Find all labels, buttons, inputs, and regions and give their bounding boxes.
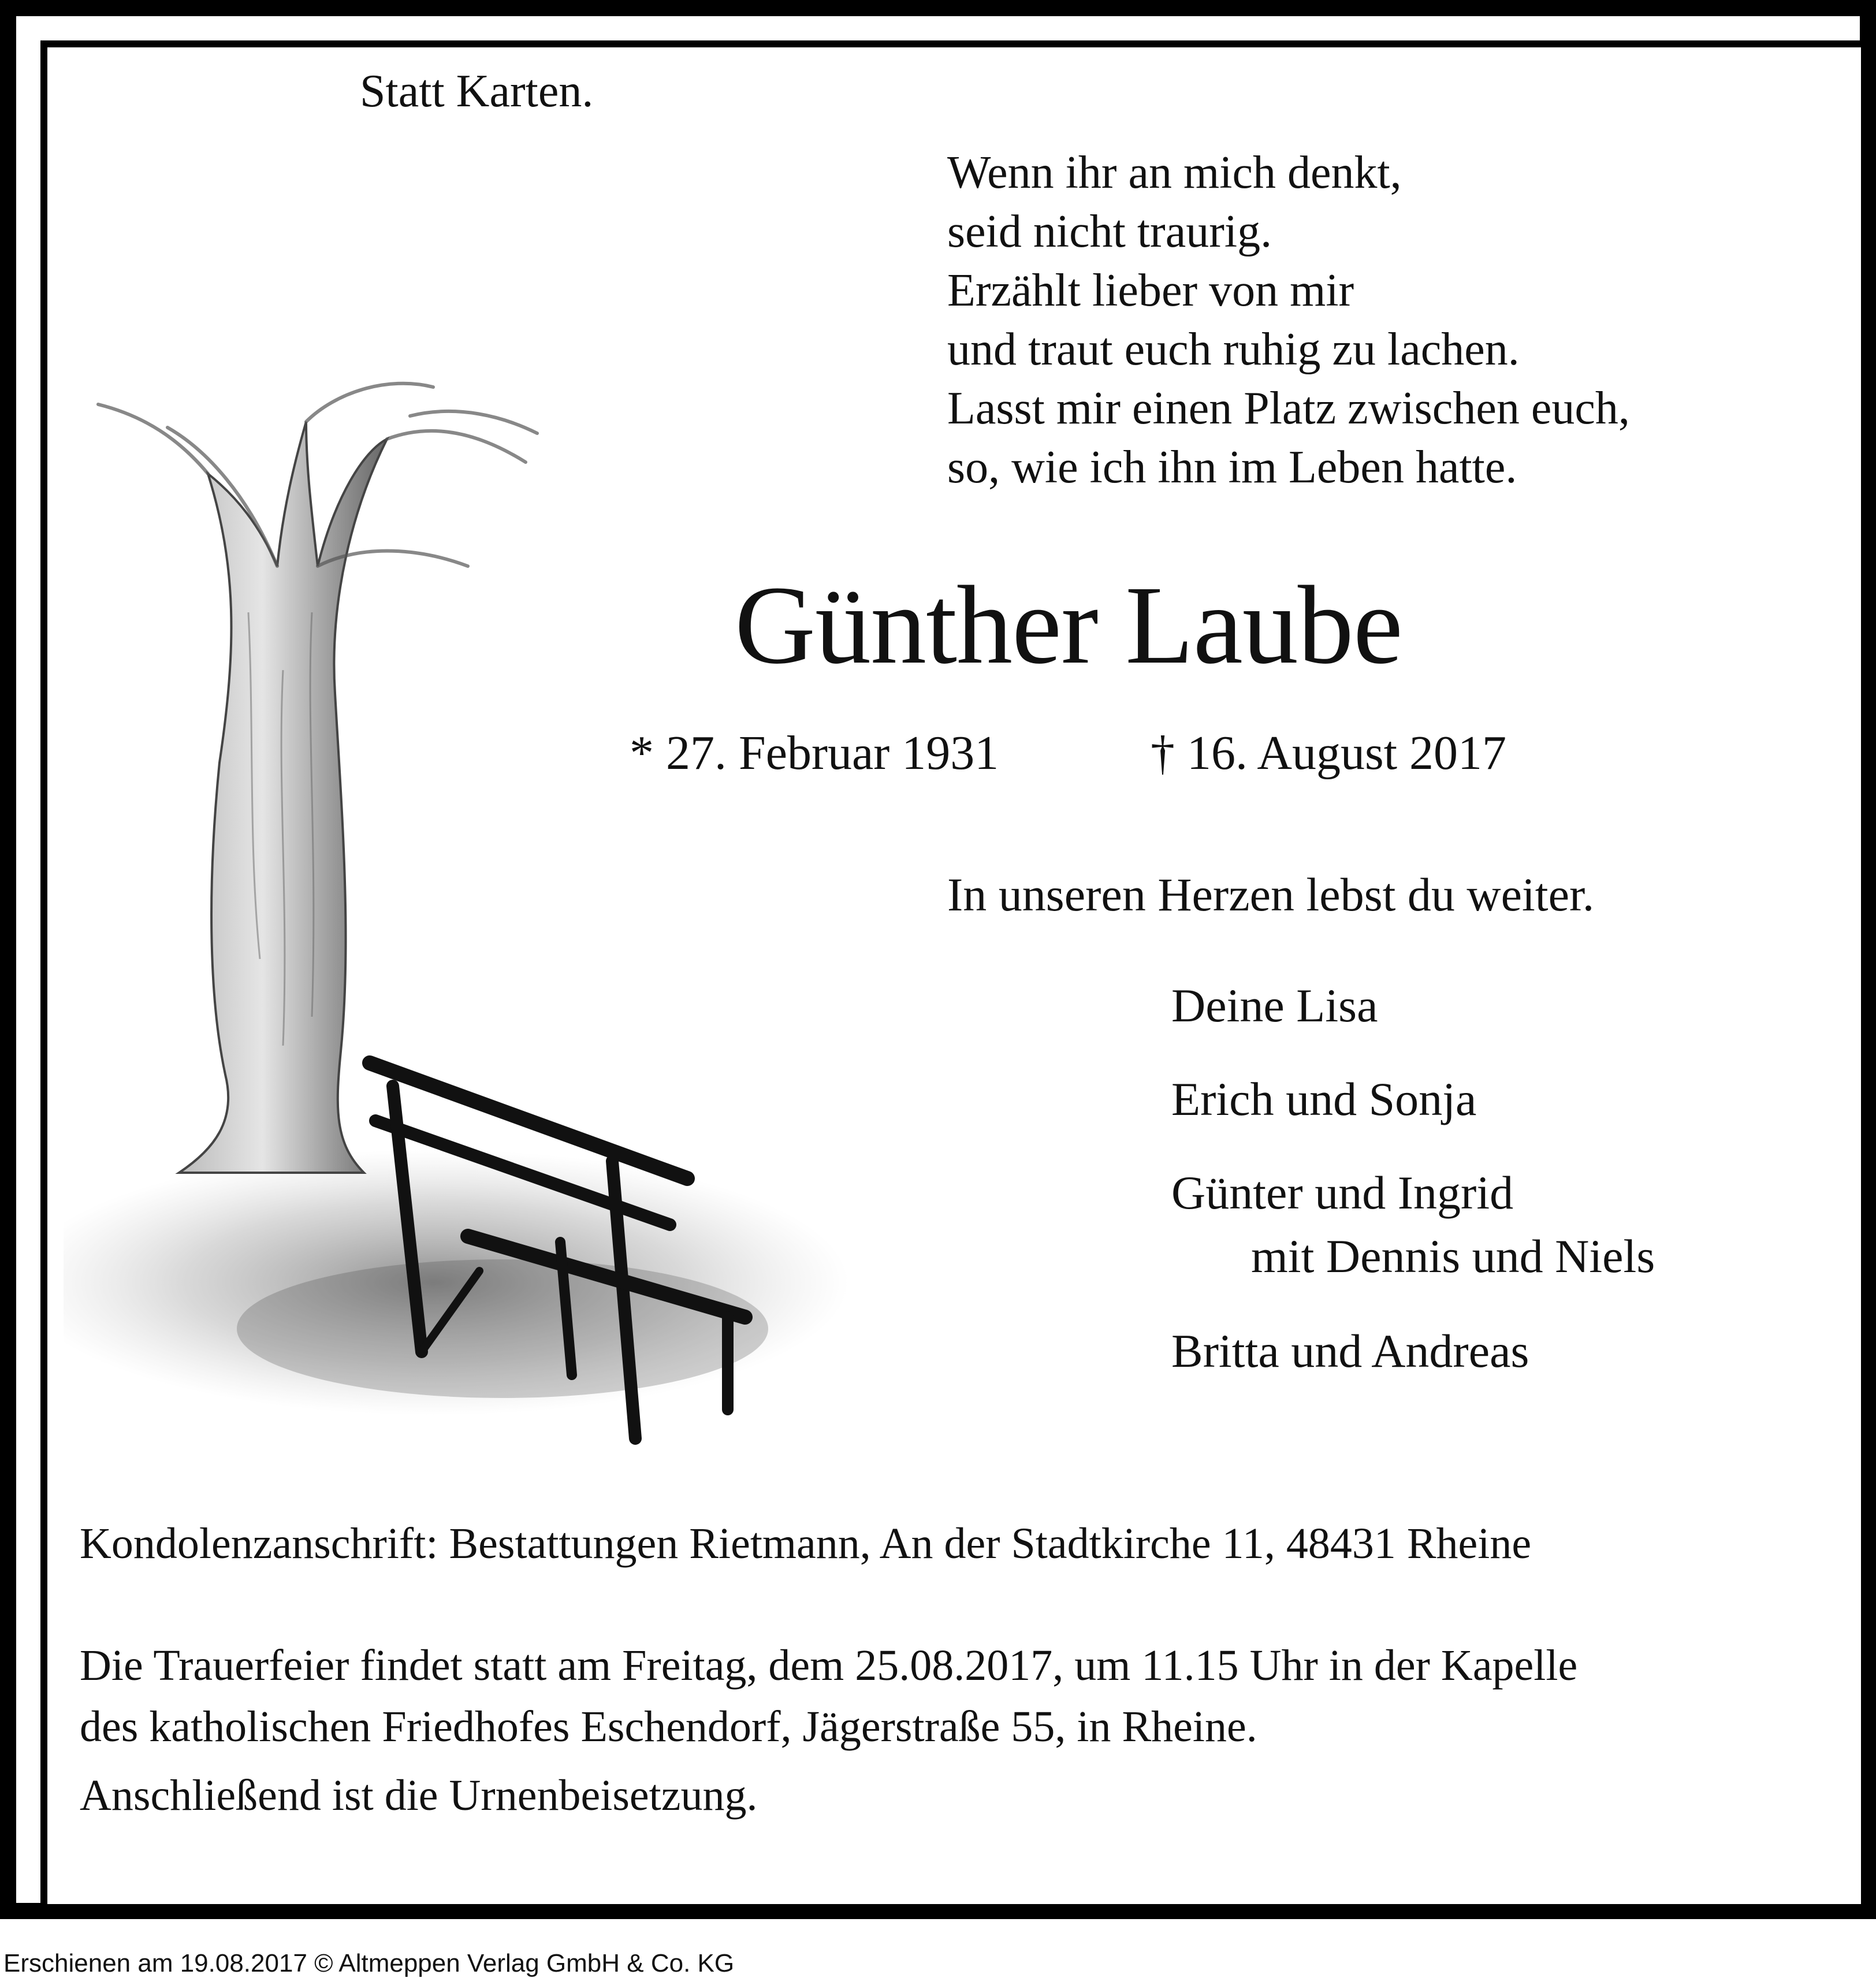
memorial-motto: In unseren Herzen lebst du weiter. [947,868,1595,921]
poem-line: Lasst mir einen Platz zwischen euch, [947,383,1630,434]
poem-line: Erzählt lieber von mir [947,265,1354,316]
service-line: des katholischen Friedhofes Eschendorf, Jägerstraße 55, in Rheine. [80,1702,1257,1751]
tree-trunk [179,422,387,1173]
family-member: Deine Lisa [1171,979,1378,1032]
poem-line: seid nicht traurig. [947,206,1272,257]
urn-burial-note: Anschließend ist die Urnenbeisetzung. [80,1771,758,1820]
tree-bench-illustration [64,324,988,1456]
publication-footer: Erschienen am 19.08.2017 © Altmeppen Verlag GmbH & Co. KG [3,1949,735,1977]
statt-karten-note: Statt Karten. [360,66,594,117]
birth-date: * 27. Februar 1931 [630,726,999,780]
family-member: Erich und Sonja [1171,1073,1477,1125]
poem [947,143,1630,497]
poem-line: und traut euch ruhig zu lachen. [947,324,1520,375]
tree-branches [98,384,537,566]
service-line: Die Trauerfeier findet statt am Freitag, dem 25.08.2017, um 11.15 Uhr in der Kapelle [80,1641,1578,1690]
deceased-name: Günther Laube [735,563,1402,687]
family-member: Günter und Ingrid [1171,1166,1514,1219]
poem-line: so, wie ich ihn im Leben hatte. [947,442,1517,493]
family-member: mit Dennis und Niels [1251,1230,1655,1282]
condolence-address: Kondolenzanschrift: Bestattungen Rietmann, An der Stadtkirche 11, 48431 Rheine [80,1519,1532,1568]
family-member: Britta und Andreas [1171,1325,1529,1377]
poem-line: Wenn ihr an mich denkt, [947,147,1402,198]
service-info [80,1635,1577,1757]
death-date: † 16. August 2017 [1151,726,1507,780]
